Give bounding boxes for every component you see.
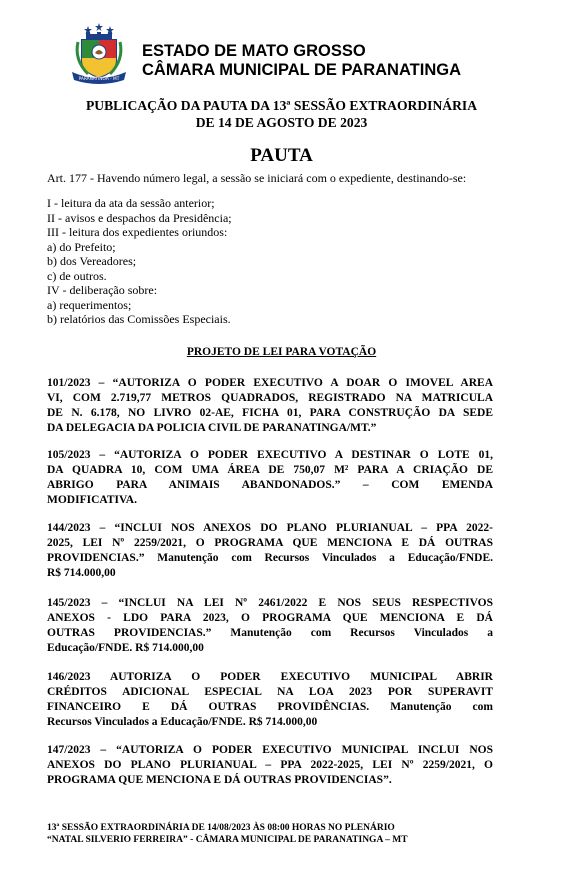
agenda-item: a) do Prefeito; <box>47 239 116 254</box>
bill-line: ABRIGO PARA ANIMAIS ABANDONADOS.” – COM EMENDA <box>47 479 493 491</box>
bill-item <box>47 521 493 581</box>
agenda-item: IV - deliberação sobre: <box>47 283 158 297</box>
document-footer <box>47 822 408 846</box>
bill-line: MODIFICATIVA. <box>47 494 137 506</box>
footer-line1: 13ª SESSÃO EXTRAORDINÁRIA DE 14/08/2023 ÀS 08:00 HORAS NO PLENÁRIO <box>47 823 395 833</box>
bill-line: 2025, LEI Nº 2259/2021, O PROGRAMA QUE MENCIONA E DÁ OUTRAS <box>47 537 493 549</box>
agenda-item: a) requerimentos; <box>47 297 132 312</box>
bill-line: ANEXOS DO PLANO PLURIANUAL – PPA 2022-2025, LEI Nº 2259/2021, O <box>47 759 493 771</box>
bill-line: DA QUADRA 10, COM UMA ÁREA DE 750,07 M² PARA A CRIAÇÃO DE <box>47 464 493 476</box>
bill-item <box>47 670 493 730</box>
pauta-heading: PAUTA <box>250 145 313 166</box>
agenda-item: I - leitura da ata da sessão anterior; <box>47 196 215 210</box>
document-header <box>68 22 528 88</box>
publication-title-line2: DE 14 DE AGOSTO DE 2023 <box>195 115 368 130</box>
bill-line: Educação/FNDE. R$ 714.000,00 <box>47 642 204 654</box>
agenda-item: III - leitura dos expedientes oriundos: <box>47 225 228 239</box>
bill-line: VI, COM 2.719,77 METROS QUADRADOS, REGISTRADO NA MATRICULA <box>47 392 493 404</box>
publication-title-line1: PUBLICAÇÃO DA PAUTA DA 13ª SESSÃO EXTRAORDINÁRIA <box>85 98 478 113</box>
bill-line: 145/2023 – “INCLUI NA LEI Nº 2461/2022 E NOS SEUS RESPECTIVOS <box>47 597 493 609</box>
bill-line: 146/2023 AUTORIZA O PODER EXECUTIVO MUNICIPAL ABRIR <box>47 671 493 683</box>
bill-line: 144/2023 – “INCLUI NOS ANEXOS DO PLANO PLURIANUAL – PPA 2022- <box>47 522 493 534</box>
agenda-item: b) dos Vereadores; <box>47 254 137 268</box>
bill-line: PROGRAMA QUE MENCIONA E DÁ OUTRAS PROVIDENCIAS”. <box>47 774 392 786</box>
bill-line: DE N. 6.178, NO LIVRO 02-AE, FICHA 01, PARA CONSTRUÇÃO DA SEDE <box>47 407 493 419</box>
bill-line: Recursos Vinculados a Educação/FNDE. R$ 714.000,00 <box>47 716 318 728</box>
bill-line: R$ 714.000,00 <box>47 567 116 579</box>
bill-item <box>47 376 493 436</box>
bill-item <box>47 596 493 656</box>
footer-line2: “NATAL SILVERIO FERREIRA” - CÂMARA MUNICIPAL DE PARANATINGA – MT <box>47 835 408 845</box>
section-heading <box>0 346 563 358</box>
bill-line: FINANCEIRO E DÁ OUTRAS PROVIDÊNCIAS. Manutenção com <box>47 701 493 713</box>
bill-item <box>47 448 493 508</box>
crest-ribbon-text: PARANATINGA - MT <box>78 77 120 82</box>
bill-line: 101/2023 – “AUTORIZA O PODER EXECUTIVO A DOAR O IMOVEL AREA <box>47 377 493 389</box>
state-name: ESTADO DE MATO GROSSO <box>142 42 366 60</box>
publication-title <box>0 97 563 131</box>
agenda-items-list <box>47 196 232 327</box>
municipal-crest-logo <box>68 22 130 84</box>
bill-line: 147/2023 – “AUTORIZA O PODER EXECUTIVO MUNICIPAL INCLUI NOS <box>47 744 493 756</box>
agenda-item: II - avisos e despachos da Presidência; <box>47 210 232 225</box>
article-text: Art. 177 - Havendo número legal, a sessão se iniciará com o expediente, destinando-se: <box>47 171 467 185</box>
bill-line: CRÉDITOS ADICIONAL ESPECIAL NA LOA 2023 POR SUPERAVIT <box>47 686 493 698</box>
organization-name <box>142 42 461 80</box>
bill-item <box>47 743 493 788</box>
bill-line: ANEXOS - LDO PARA 2023, O PROGRAMA QUE MENCIONA E DÁ <box>47 612 493 624</box>
agenda-item: c) de outros. <box>47 268 107 283</box>
chamber-name: CÂMARA MUNICIPAL DE PARANATINGA <box>142 61 461 79</box>
bill-line: DA DELEGACIA DA POLICIA CIVIL DE PARANATINGA/MT.” <box>47 422 377 434</box>
bill-line: OUTRAS PROVIDENCIAS.” Manutenção com Recursos Vinculados a <box>47 627 493 639</box>
bill-line: PROVIDENCIAS.” Manutenção com Recursos Vinculados a Educação/FNDE. <box>47 552 493 564</box>
agenda-item: b) relatórios das Comissões Especiais. <box>47 312 231 326</box>
section-title: PROJETO DE LEI PARA VOTAÇÃO <box>186 346 377 358</box>
bill-line: 105/2023 – “AUTORIZA O PODER EXECUTIVO A DESTINAR O LOTE 01, <box>47 449 493 461</box>
